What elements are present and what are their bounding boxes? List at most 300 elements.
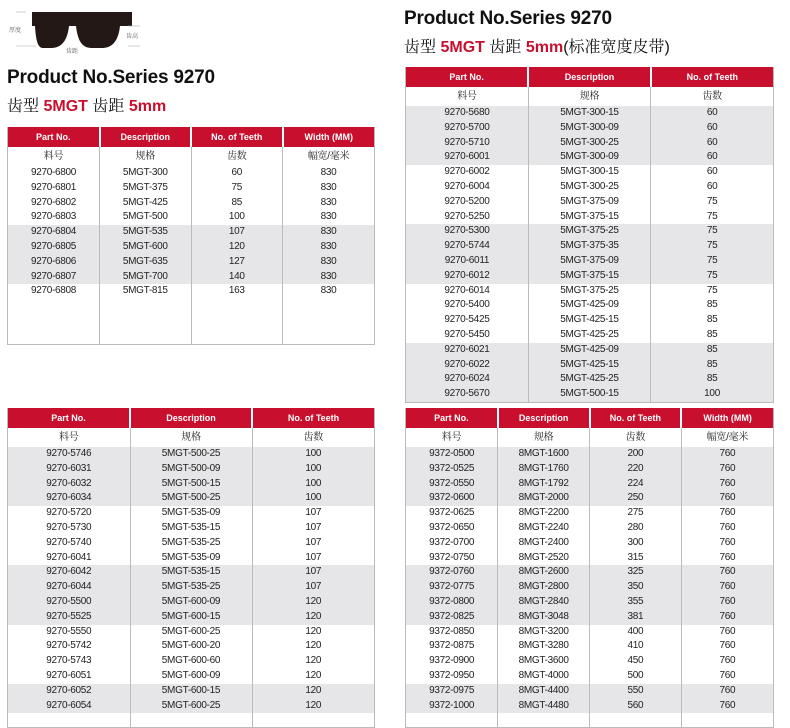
table-row <box>8 565 374 580</box>
cell-part-no: 9372-0775 <box>406 580 498 595</box>
table-row <box>406 239 773 254</box>
table-row <box>406 269 773 284</box>
table-row <box>406 313 773 328</box>
cell-width: 830 <box>283 255 375 270</box>
cell-part-no: 9270-6021 <box>406 343 528 358</box>
cell-part-no: 9270-6800 <box>8 166 100 181</box>
column-header-part-no: Part No. <box>8 408 130 428</box>
cell-teeth: 85 <box>191 196 283 211</box>
table-row <box>406 506 773 521</box>
cell-description: 5MGT-500-15 <box>528 387 650 402</box>
cell-width: 760 <box>681 477 773 492</box>
table <box>8 408 374 727</box>
cell-part-no: 9270-5500 <box>8 595 130 610</box>
cell-teeth: 60 <box>651 150 773 165</box>
cell-width: 760 <box>681 654 773 669</box>
cell-width: 760 <box>681 684 773 699</box>
cell-description: 5MGT-375-35 <box>528 239 650 254</box>
filler-row <box>406 713 773 727</box>
cell-description: 5MGT-425-25 <box>528 372 650 387</box>
cell-part-no: 9372-0850 <box>406 625 498 640</box>
cell-part-no: 9270-6044 <box>8 580 130 595</box>
column-header-teeth: No. of Teeth <box>191 127 283 147</box>
cell-teeth: 85 <box>651 328 773 343</box>
cell-teeth: 381 <box>590 610 682 625</box>
cell-part-no: 9270-5550 <box>8 625 130 640</box>
cell-part-no: 9270-6024 <box>406 372 528 387</box>
cell-teeth: 325 <box>590 565 682 580</box>
table-row <box>406 343 773 358</box>
cell-teeth: 163 <box>191 284 283 299</box>
cell-teeth: 120 <box>252 699 374 714</box>
cell-part-no: 9372-0800 <box>406 595 498 610</box>
cell-description: 5MGT-600-15 <box>130 610 252 625</box>
table-row <box>8 196 374 211</box>
cell-part-no: 9270-6801 <box>8 181 100 196</box>
cell-description: 8MGT-3280 <box>498 639 590 654</box>
cell-width: 830 <box>283 196 375 211</box>
cell-description: 8MGT-2840 <box>498 595 590 610</box>
cell-teeth: 60 <box>651 121 773 136</box>
cell-width: 830 <box>283 166 375 181</box>
cell-teeth: 100 <box>252 447 374 462</box>
empty-cell <box>681 713 773 727</box>
column-subheader-teeth: 齿数 <box>191 147 283 166</box>
table-row <box>8 699 374 714</box>
cell-teeth: 75 <box>651 210 773 225</box>
table-row <box>406 165 773 180</box>
cell-part-no: 9372-0975 <box>406 684 498 699</box>
cell-part-no: 9270-6802 <box>8 196 100 211</box>
table-row <box>8 447 374 462</box>
table-row <box>8 506 374 521</box>
cell-description: 5MGT-700 <box>100 270 192 285</box>
spec-table-5mgt-830 <box>7 127 375 345</box>
subheader-row <box>8 428 374 447</box>
table-row <box>406 595 773 610</box>
column-header-part-no: Part No. <box>8 127 100 147</box>
column-subheader-part-no: 料号 <box>8 147 100 166</box>
cell-width: 830 <box>283 284 375 299</box>
table-row <box>406 372 773 387</box>
subheader-row <box>8 147 374 166</box>
cell-part-no: 9270-5720 <box>8 506 130 521</box>
table-row <box>406 150 773 165</box>
column-subheader-description: 规格 <box>130 428 252 447</box>
column-subheader-teeth: 齿数 <box>252 428 374 447</box>
column-subheader-part-no: 料号 <box>406 428 498 447</box>
header-row <box>406 408 773 428</box>
cell-description: 5MGT-425 <box>100 196 192 211</box>
cell-part-no: 9270-5300 <box>406 224 528 239</box>
pitch-value: 5mm <box>129 98 166 115</box>
column-header-teeth: No. of Teeth <box>651 67 773 87</box>
cell-part-no: 9270-6807 <box>8 270 100 285</box>
table-row <box>406 639 773 654</box>
cell-description: 5MGT-300-15 <box>528 106 650 121</box>
cell-teeth: 85 <box>651 343 773 358</box>
cell-teeth: 60 <box>651 180 773 195</box>
table-row <box>8 654 374 669</box>
cell-teeth: 100 <box>191 210 283 225</box>
cell-part-no: 9270-6032 <box>8 477 130 492</box>
pitch-label: 齿距 <box>489 39 521 56</box>
table-row <box>8 225 374 240</box>
cell-part-no: 9372-0950 <box>406 669 498 684</box>
cell-width: 760 <box>681 699 773 714</box>
cell-width: 760 <box>681 625 773 640</box>
cell-part-no: 9270-5740 <box>8 536 130 551</box>
cell-part-no: 9270-5525 <box>8 610 130 625</box>
cell-teeth: 550 <box>590 684 682 699</box>
cell-description: 5MGT-535 <box>100 225 192 240</box>
left-title: Product No.Series 9270 <box>7 67 215 89</box>
cell-part-no: 9270-6054 <box>8 699 130 714</box>
cell-description: 5MGT-375-15 <box>528 210 650 225</box>
cell-description: 5MGT-300-25 <box>528 180 650 195</box>
column-subheader-part-no: 料号 <box>406 87 528 106</box>
table-row <box>406 536 773 551</box>
subheader-row <box>406 428 773 447</box>
table <box>406 67 773 402</box>
cell-teeth: 75 <box>651 269 773 284</box>
right-title: Product No.Series 9270 <box>404 8 612 30</box>
cell-part-no: 9270-6011 <box>406 254 528 269</box>
table-row <box>8 462 374 477</box>
cell-width: 760 <box>681 595 773 610</box>
cell-teeth: 250 <box>590 491 682 506</box>
table-row <box>8 580 374 595</box>
cell-description: 8MGT-2240 <box>498 521 590 536</box>
cell-width: 760 <box>681 506 773 521</box>
cell-teeth: 100 <box>252 462 374 477</box>
table-row <box>406 106 773 121</box>
table-row <box>406 521 773 536</box>
cell-teeth: 120 <box>252 654 374 669</box>
table-row <box>406 447 773 462</box>
table-row <box>406 654 773 669</box>
table-row <box>406 462 773 477</box>
cell-part-no: 9270-6014 <box>406 284 528 299</box>
cell-teeth: 275 <box>590 506 682 521</box>
table-row <box>406 210 773 225</box>
spec-table-8mgt <box>405 408 774 728</box>
spec-table-5mgt-continued <box>7 408 375 728</box>
cell-description: 5MGT-635 <box>100 255 192 270</box>
cell-part-no: 9372-0650 <box>406 521 498 536</box>
cell-description: 8MGT-3200 <box>498 625 590 640</box>
cell-description: 5MGT-600-25 <box>130 699 252 714</box>
cell-teeth: 315 <box>590 551 682 566</box>
spec-table-5mgt-standard <box>405 67 774 403</box>
column-header-part-no: Part No. <box>406 67 528 87</box>
cell-part-no: 9270-5743 <box>8 654 130 669</box>
type-label: 齿型 <box>7 98 39 115</box>
table-row <box>406 580 773 595</box>
empty-cell <box>100 299 192 344</box>
cell-part-no: 9372-0875 <box>406 639 498 654</box>
cell-teeth: 120 <box>252 669 374 684</box>
cell-part-no: 9270-5746 <box>8 447 130 462</box>
cell-description: 5MGT-300 <box>100 166 192 181</box>
column-subheader-description: 规格 <box>498 428 590 447</box>
table-row <box>8 284 374 299</box>
table-row <box>406 358 773 373</box>
column-subheader-description: 规格 <box>100 147 192 166</box>
cell-width: 760 <box>681 580 773 595</box>
cell-width: 760 <box>681 669 773 684</box>
cell-teeth: 107 <box>252 580 374 595</box>
cell-teeth: 75 <box>651 284 773 299</box>
cell-teeth: 400 <box>590 625 682 640</box>
column-header-width: Width (MM) <box>283 127 375 147</box>
cell-teeth: 560 <box>590 699 682 714</box>
cell-description: 5MGT-500-15 <box>130 477 252 492</box>
cell-description: 5MGT-600-09 <box>130 595 252 610</box>
cell-description: 5MGT-425-09 <box>528 298 650 313</box>
left-subtitle <box>7 93 166 116</box>
type-label: 齿型 <box>404 39 436 56</box>
cell-part-no: 9270-5400 <box>406 298 528 313</box>
cell-description: 5MGT-600-60 <box>130 654 252 669</box>
right-subtitle <box>404 34 670 57</box>
cell-description: 5MGT-425-15 <box>528 358 650 373</box>
empty-cell <box>191 299 283 344</box>
cell-description: 8MGT-2200 <box>498 506 590 521</box>
table <box>406 408 773 727</box>
cell-part-no: 9270-6805 <box>8 240 100 255</box>
cell-description: 5MGT-500-09 <box>130 462 252 477</box>
column-subheader-width: 幅宽/毫米 <box>681 428 773 447</box>
cell-width: 830 <box>283 270 375 285</box>
cell-teeth: 280 <box>590 521 682 536</box>
cell-teeth: 500 <box>590 669 682 684</box>
cell-description: 8MGT-2520 <box>498 551 590 566</box>
cell-part-no: 9270-6803 <box>8 210 100 225</box>
cell-part-no: 9270-5250 <box>406 210 528 225</box>
cell-width: 830 <box>283 181 375 196</box>
table-row <box>406 565 773 580</box>
cell-description: 8MGT-3048 <box>498 610 590 625</box>
cell-teeth: 100 <box>252 477 374 492</box>
cell-part-no: 9372-0750 <box>406 551 498 566</box>
cell-part-no: 9270-6808 <box>8 284 100 299</box>
cell-teeth: 220 <box>590 462 682 477</box>
cell-description: 5MGT-425-09 <box>528 343 650 358</box>
cell-description: 5MGT-375-25 <box>528 284 650 299</box>
cell-width: 760 <box>681 491 773 506</box>
cell-description: 5MGT-375-15 <box>528 269 650 284</box>
cell-part-no: 9270-6001 <box>406 150 528 165</box>
table-row <box>8 521 374 536</box>
column-header-description: Description <box>528 67 650 87</box>
column-subheader-part-no: 料号 <box>8 428 130 447</box>
table-row <box>8 181 374 196</box>
empty-cell <box>498 713 590 727</box>
thickness-label: 厚度 <box>9 26 21 34</box>
cell-description: 8MGT-2800 <box>498 580 590 595</box>
cell-part-no: 9270-5700 <box>406 121 528 136</box>
cell-part-no: 9270-5670 <box>406 387 528 402</box>
cell-width: 830 <box>283 225 375 240</box>
table-row <box>406 491 773 506</box>
cell-width: 760 <box>681 447 773 462</box>
cell-description: 5MGT-375 <box>100 181 192 196</box>
cell-teeth: 75 <box>191 181 283 196</box>
cell-part-no: 9270-6012 <box>406 269 528 284</box>
cell-part-no: 9270-6042 <box>8 565 130 580</box>
empty-cell <box>8 299 100 344</box>
cell-part-no: 9270-6804 <box>8 225 100 240</box>
cell-description: 8MGT-2000 <box>498 491 590 506</box>
cell-part-no: 9270-5742 <box>8 639 130 654</box>
cell-description: 5MGT-425-25 <box>528 328 650 343</box>
pitch-label: 齿距 <box>66 47 78 54</box>
table-row <box>406 136 773 151</box>
cell-description: 5MGT-535-25 <box>130 536 252 551</box>
cell-teeth: 120 <box>252 595 374 610</box>
cell-description: 5MGT-300-09 <box>528 121 650 136</box>
cell-teeth: 107 <box>252 521 374 536</box>
cell-teeth: 200 <box>590 447 682 462</box>
cell-description: 5MGT-500-25 <box>130 491 252 506</box>
cell-teeth: 107 <box>252 536 374 551</box>
cell-teeth: 75 <box>651 239 773 254</box>
table-row <box>8 684 374 699</box>
cell-teeth: 75 <box>651 195 773 210</box>
column-subheader-teeth: 齿数 <box>590 428 682 447</box>
table-row <box>8 491 374 506</box>
cell-description: 5MGT-600-15 <box>130 684 252 699</box>
cell-part-no: 9372-0760 <box>406 565 498 580</box>
cell-part-no: 9270-6004 <box>406 180 528 195</box>
filler-row <box>8 713 374 727</box>
cell-teeth: 355 <box>590 595 682 610</box>
cell-description: 5MGT-375-25 <box>528 224 650 239</box>
header-row <box>8 127 374 147</box>
cell-teeth: 120 <box>252 684 374 699</box>
cell-part-no: 9270-6806 <box>8 255 100 270</box>
column-subheader-teeth: 齿数 <box>651 87 773 106</box>
filler-row <box>8 299 374 344</box>
cell-part-no: 9372-0525 <box>406 462 498 477</box>
table-row <box>8 551 374 566</box>
cell-teeth: 410 <box>590 639 682 654</box>
table-row <box>8 210 374 225</box>
table-row <box>406 477 773 492</box>
cell-description: 5MGT-600-09 <box>130 669 252 684</box>
column-header-part-no: Part No. <box>406 408 498 428</box>
cell-description: 5MGT-425-15 <box>528 313 650 328</box>
table-row <box>8 240 374 255</box>
cell-part-no: 9270-6034 <box>8 491 130 506</box>
cell-description: 8MGT-1600 <box>498 447 590 462</box>
type-value: 5MGT <box>43 98 87 115</box>
table-row <box>406 224 773 239</box>
table-row <box>8 166 374 181</box>
cell-part-no: 9270-5450 <box>406 328 528 343</box>
cell-width: 830 <box>283 240 375 255</box>
table-row <box>406 195 773 210</box>
cell-description: 8MGT-1792 <box>498 477 590 492</box>
belt-profile-diagram <box>6 4 141 54</box>
cell-part-no: 9270-5744 <box>406 239 528 254</box>
cell-description: 5MGT-500 <box>100 210 192 225</box>
cell-part-no: 9270-5680 <box>406 106 528 121</box>
cell-part-no: 9372-0550 <box>406 477 498 492</box>
empty-cell <box>130 713 252 727</box>
cell-description: 8MGT-2600 <box>498 565 590 580</box>
cell-description: 5MGT-600-20 <box>130 639 252 654</box>
empty-cell <box>8 713 130 727</box>
cell-width: 760 <box>681 536 773 551</box>
cell-teeth: 224 <box>590 477 682 492</box>
cell-teeth: 120 <box>252 639 374 654</box>
cell-teeth: 120 <box>252 610 374 625</box>
empty-cell <box>283 299 375 344</box>
cell-description: 5MGT-535-09 <box>130 551 252 566</box>
cell-description: 5MGT-300-25 <box>528 136 650 151</box>
cell-part-no: 9372-0900 <box>406 654 498 669</box>
cell-description: 8MGT-4480 <box>498 699 590 714</box>
cell-part-no: 9270-6052 <box>8 684 130 699</box>
cell-teeth: 60 <box>651 106 773 121</box>
column-header-description: Description <box>130 408 252 428</box>
pitch-value: 5mm <box>526 39 563 56</box>
column-header-width: Width (MM) <box>681 408 773 428</box>
table-row <box>406 669 773 684</box>
table-row <box>406 610 773 625</box>
empty-cell <box>406 713 498 727</box>
empty-cell <box>252 713 374 727</box>
cell-teeth: 100 <box>252 491 374 506</box>
column-header-description: Description <box>498 408 590 428</box>
cell-part-no: 9372-0500 <box>406 447 498 462</box>
cell-teeth: 60 <box>651 136 773 151</box>
table-row <box>8 477 374 492</box>
cell-teeth: 107 <box>252 506 374 521</box>
cell-part-no: 9372-0600 <box>406 491 498 506</box>
cell-teeth: 85 <box>651 298 773 313</box>
tooth-height-label: 齿高 <box>126 32 138 40</box>
cell-description: 5MGT-300-09 <box>528 150 650 165</box>
cell-part-no: 9372-0825 <box>406 610 498 625</box>
cell-description: 5MGT-815 <box>100 284 192 299</box>
table-row <box>8 610 374 625</box>
table-row <box>8 639 374 654</box>
cell-teeth: 60 <box>191 166 283 181</box>
cell-teeth: 350 <box>590 580 682 595</box>
cell-description: 8MGT-1760 <box>498 462 590 477</box>
cell-description: 5MGT-375-09 <box>528 254 650 269</box>
cell-teeth: 300 <box>590 536 682 551</box>
cell-part-no: 9372-0700 <box>406 536 498 551</box>
table-row <box>406 284 773 299</box>
table-row <box>406 298 773 313</box>
pitch-label: 齿距 <box>92 98 124 115</box>
table-row <box>8 669 374 684</box>
cell-teeth: 100 <box>651 387 773 402</box>
cell-teeth: 127 <box>191 255 283 270</box>
cell-description: 5MGT-600 <box>100 240 192 255</box>
table-row <box>406 254 773 269</box>
table-row <box>406 551 773 566</box>
column-subheader-description: 规格 <box>528 87 650 106</box>
table-row <box>406 625 773 640</box>
header-row <box>406 67 773 87</box>
cell-part-no: 9270-6041 <box>8 551 130 566</box>
cell-part-no: 9270-6031 <box>8 462 130 477</box>
